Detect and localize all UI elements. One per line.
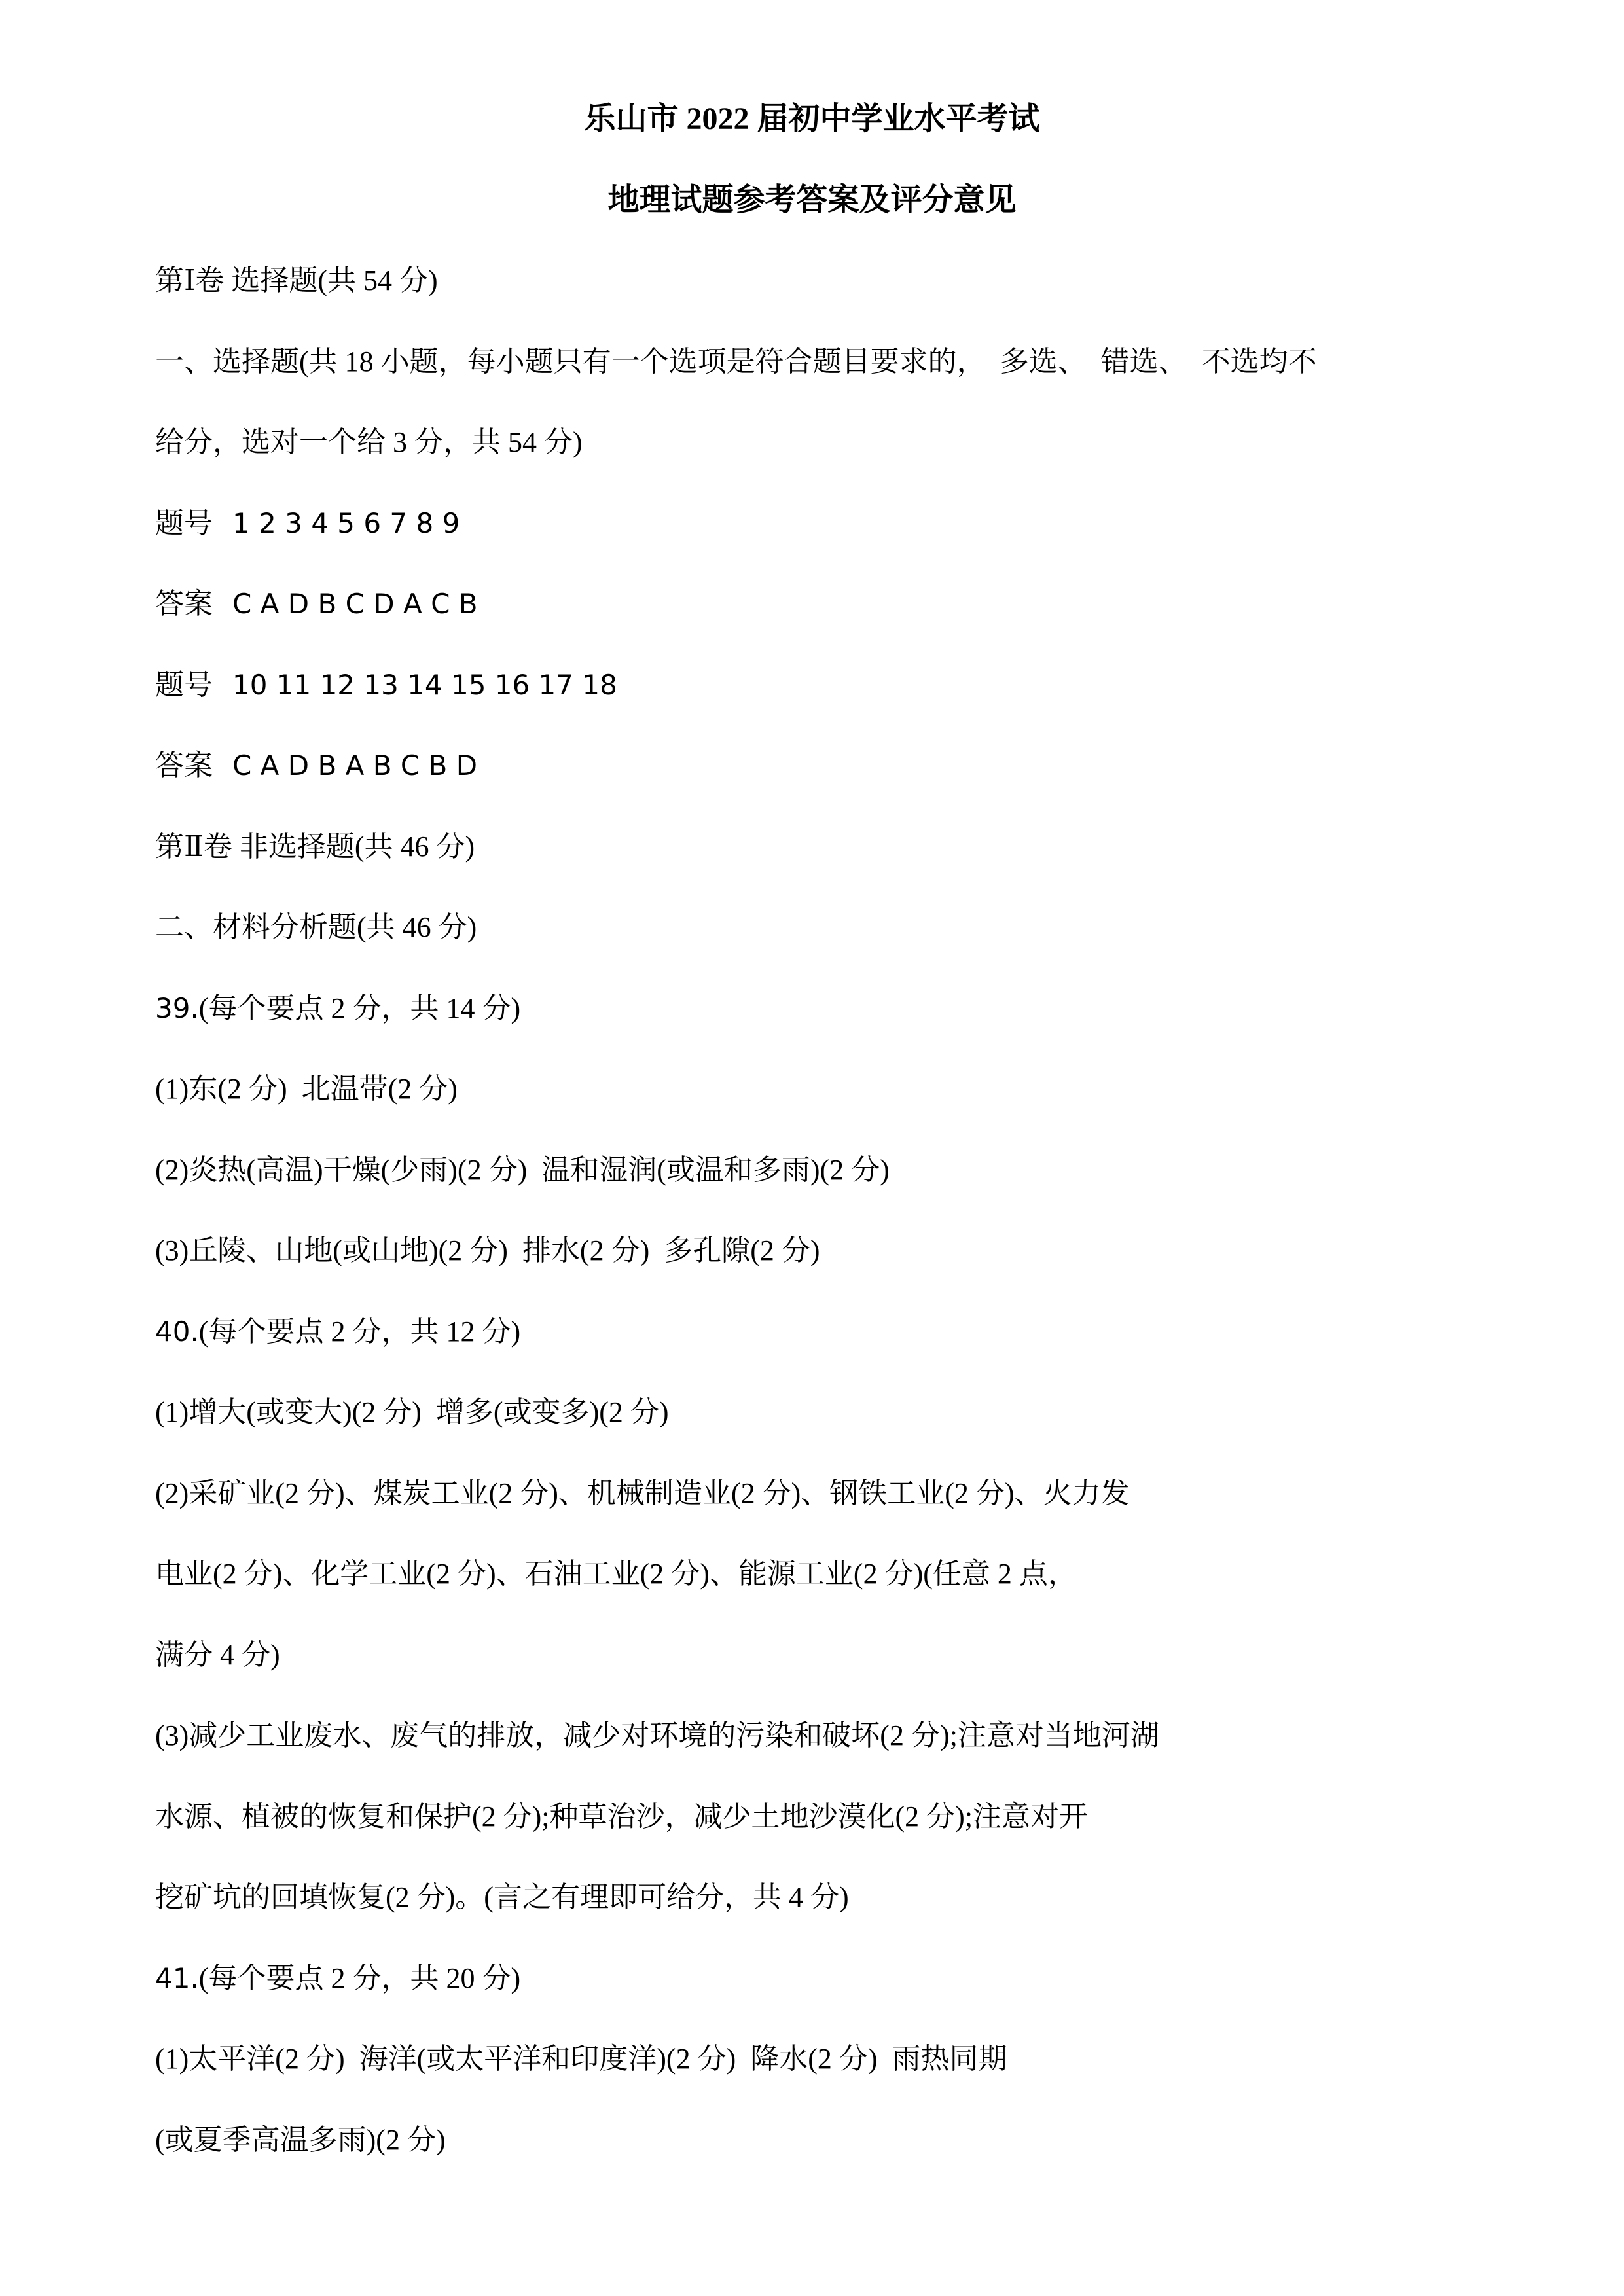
- part2-heading: 第Ⅱ卷 非选择题(共 46 分): [155, 830, 475, 863]
- mcq-instructions-line1: 一、选择题(共 18 小题，每小题只有一个选项是符合题目要求的， 多选、 错选、 不选均不: [155, 345, 1317, 378]
- q39-answer-3: (3)丘陵、山地(或山地)(2 分) 排水(2 分) 多孔隙(2 分): [155, 1234, 820, 1266]
- q40-answer-3-line2: 水源、植被的恢复和保护(2 分);种草治沙，减少土地沙漠化(2 分);注意对开: [155, 1800, 1089, 1833]
- q40-answer-2-line2: 电业(2 分)、化学工业(2 分)、石油工业(2 分)、能源工业(2 分)(任意 2 点，: [155, 1558, 1077, 1590]
- document-content: [155, 79, 1469, 2180]
- q39-answer-2: (2)炎热(高温)干燥(少雨)(2 分) 温和湿润(或温和多雨)(2 分): [155, 1153, 890, 1186]
- question-number-row-10-18: [155, 645, 1469, 726]
- row-label: 答案: [155, 588, 213, 620]
- q41-header: [155, 1938, 1469, 2019]
- part1-heading: 第Ⅰ卷 选择题(共 54 分): [155, 264, 438, 296]
- answer-row-10-18: [155, 725, 1469, 806]
- section2-heading: 二、材料分析题(共 46 分): [155, 911, 477, 943]
- q39-header: [155, 968, 1469, 1049]
- question-numbers-10-18: 10 11 12 13 14 15 16 17 18: [232, 668, 617, 701]
- q41-answer-1-line2: (或夏季高温多雨)(2 分): [155, 2123, 446, 2156]
- question-numbers-1-9: 1 2 3 4 5 6 7 8 9: [232, 507, 460, 539]
- q40-answer-2-line1: (2)采矿业(2 分)、煤炭工业(2 分)、机械制造业(2 分)、钢铁工业(2 分)、火力发: [155, 1477, 1130, 1509]
- mcq-instructions-line2: 给分，选对一个给 3 分，共 54 分): [155, 426, 583, 458]
- q41-header-text: (每个要点 2 分，共 20 分): [198, 1962, 521, 1994]
- row-label: 答案: [155, 749, 213, 781]
- q39-number: 39.: [155, 992, 199, 1024]
- q40-answer-1: (1)增大(或变大)(2 分) 增多(或变多)(2 分): [155, 1396, 669, 1428]
- document-subtitle: 地理试题参考答案及评分意见: [607, 182, 1017, 217]
- answers-1-9: C A D B C D A C B: [232, 588, 478, 620]
- q39-answer-1: (1)东(2 分) 北温带(2 分): [155, 1073, 458, 1105]
- q41-number: 41.: [155, 1962, 199, 1994]
- q40-number: 40.: [155, 1315, 199, 1348]
- q40-header-text: (每个要点 2 分，共 12 分): [198, 1315, 521, 1348]
- document-title: 乐山市 2022 届初中学业水平考试: [584, 101, 1040, 136]
- row-label: 题号: [155, 668, 213, 701]
- q40-answer-3-line3: 挖矿坑的回填恢复(2 分)。(言之有理即可给分，共 4 分): [155, 1881, 849, 1913]
- question-number-row-1-9: [155, 483, 1469, 564]
- q40-header: [155, 1291, 1469, 1372]
- answer-row-1-9: [155, 564, 1469, 645]
- q40-answer-2-line3: 满分 4 分): [155, 1638, 280, 1671]
- answers-10-18: C A D B A B C B D: [232, 749, 478, 781]
- q41-answer-1-line1: (1)太平洋(2 分) 海洋(或太平洋和印度洋)(2 分) 降水(2 分) 雨热同期: [155, 2043, 1007, 2075]
- row-label: 题号: [155, 507, 213, 539]
- q40-answer-3-line1: (3)减少工业废水、废气的排放，减少对环境的污染和破坏(2 分);注意对当地河湖: [155, 1719, 1159, 1751]
- q39-header-text: (每个要点 2 分，共 14 分): [198, 992, 521, 1024]
